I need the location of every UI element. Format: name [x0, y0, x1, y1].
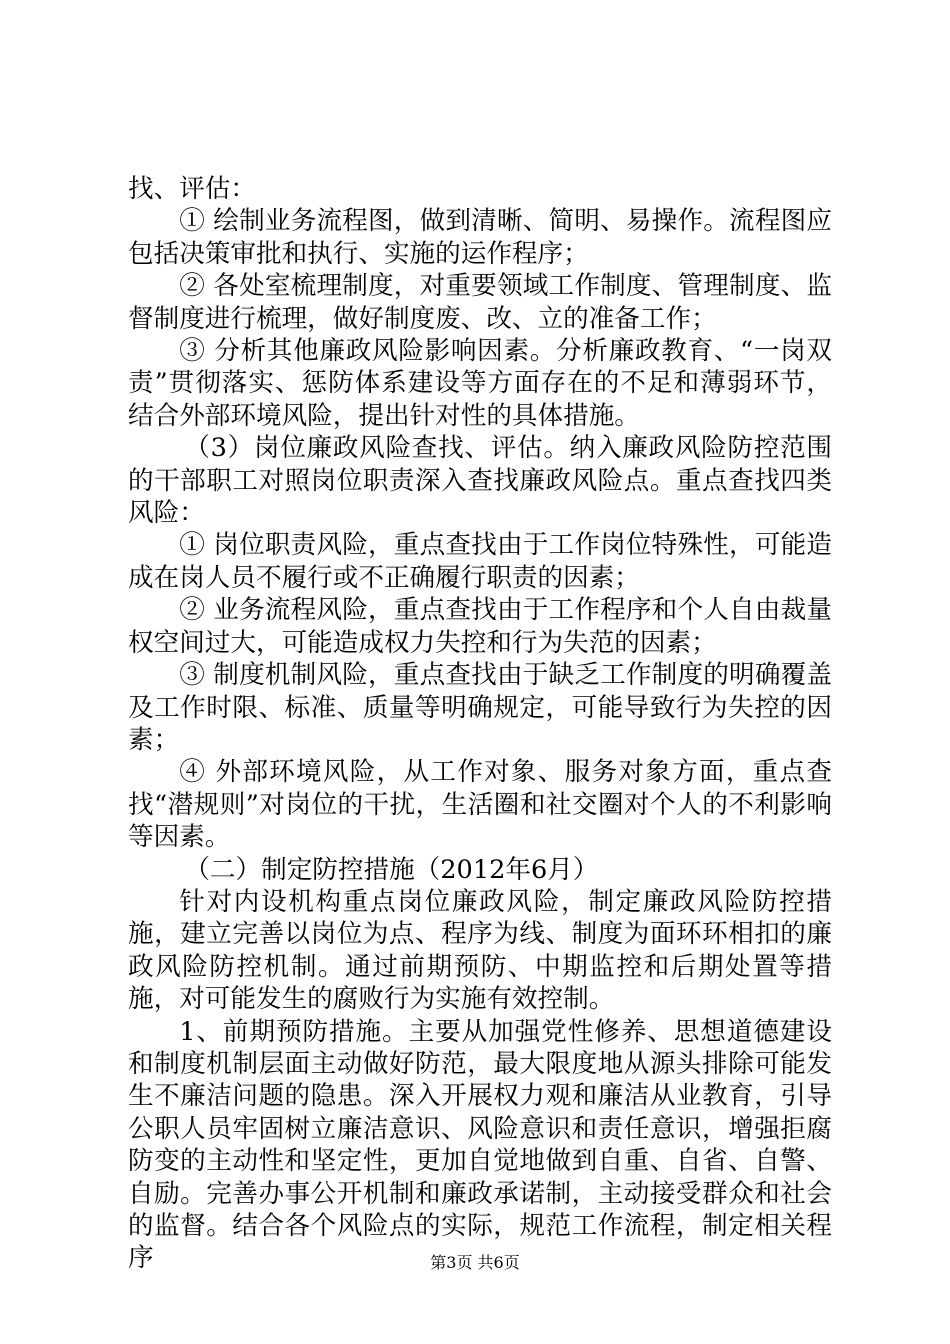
paragraph: 针对内设机构重点岗位廉政风险，制定廉政风险防控措施，建立完善以岗位为点、程序为线、制度为面环环相扣的廉政风险防控机制。通过前期预防、中期监控和后期处置等措施，对可能发生的腐败行为实施有效控制。	[128, 886, 832, 1015]
body-text	[128, 173, 832, 1275]
paragraph: 找、评估：	[128, 174, 256, 204]
paragraph: ② 各处室梳理制度，对重要领域工作制度、管理制度、监督制度进行梳理，做好制度废、改、立的准备工作；	[128, 271, 832, 334]
paragraph: ④ 外部环境风险，从工作对象、服务对象方面，重点查找“潜规则”对岗位的干扰，生活圈和社交圈对个人的不利影响等因素。	[128, 757, 832, 853]
paragraph: ② 业务流程风险，重点查找由于工作程序和个人自由裁量权空间过大，可能造成权力失控和行为失范的因素；	[128, 595, 832, 658]
page-footer: 第3页 共6页	[430, 1253, 520, 1272]
paragraph: ① 绘制业务流程图，做到清晰、简明、易操作。流程图应包括决策审批和执行、实施的运作程序；	[128, 206, 832, 269]
paragraph: 1、前期预防措施。主要从加强党性修养、思想道德建设和制度机制层面主动做好防范，最大限度地从源头排除可能发生不廉洁问题的隐患。深入开展权力观和廉洁从业教育，引导公职人员牢固树立廉洁意识、风险意识和责任意识，增强拒腐防变的主动性和坚定性，更加自觉地做到自重、自省、自警、自励。完善办事公开机制和廉政承诺制，主动接受群众和社会的监督。结合各个风险点的实际，规范工作流程，制定相关程序	[128, 1016, 832, 1274]
paragraph: ① 岗位职责风险，重点查找由于工作岗位特殊性，可能造成在岗人员不履行或不正确履行职责的因素；	[128, 530, 832, 593]
section-heading: （二）制定防控措施（2012年6月）	[184, 854, 599, 885]
paragraph: ③ 分析其他廉政风险影响因素。分析廉政教育、“一岗双责”贯彻落实、惩防体系建设等方面存在的不足和薄弱环节，结合外部环境风险，提出针对性的具体措施。	[128, 336, 832, 431]
paragraph: （3）岗位廉政风险查找、评估。纳入廉政风险防控范围的干部职工对照岗位职责深入查找廉政风险点。重点查找四类风险：	[128, 433, 832, 529]
paragraph: ③ 制度机制风险，重点查找由于缺乏工作制度的明确覆盖及工作时限、标准、质量等明确规定，可能导致行为失控的因素；	[128, 660, 832, 755]
